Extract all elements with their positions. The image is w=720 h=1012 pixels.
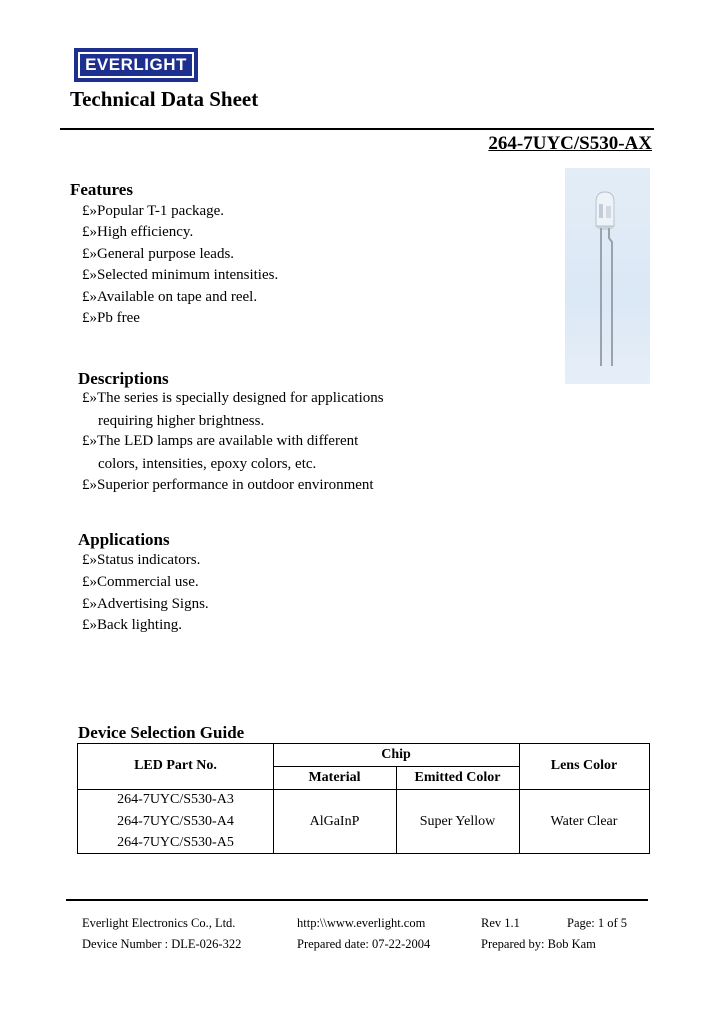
description-line: £»The series is specially designed for applications xyxy=(82,390,384,406)
table-row-part: 264-7UYC/S530-A4 xyxy=(117,814,234,829)
footer-revision: Rev 1.1 xyxy=(481,916,520,930)
part-number: 264-7UYC/S530-AX xyxy=(488,133,652,154)
everlight-logo xyxy=(74,48,198,82)
header-material: Material xyxy=(308,770,361,785)
footer-url[interactable]: http:\\www.everlight.com xyxy=(297,916,426,930)
feature-item: £»Available on tape and reel. xyxy=(82,289,258,305)
footer-divider xyxy=(66,899,648,901)
led-lamp-icon xyxy=(565,168,650,384)
description-line: requiring higher brightness. xyxy=(98,413,265,429)
applications-heading: Applications xyxy=(78,530,170,549)
selection-guide-heading: Device Selection Guide xyxy=(78,723,245,742)
footer-prepared-by: Prepared by: Bob Kam xyxy=(481,937,596,951)
feature-item: £»Selected minimum intensities. xyxy=(82,267,279,283)
table-row-part: 264-7UYC/S530-A5 xyxy=(117,835,234,850)
logo-text: EVERLIGHT xyxy=(78,52,194,78)
emitted-color-value: Super Yellow xyxy=(419,814,496,829)
description-line: £»The LED lamps are available with different xyxy=(82,433,359,449)
application-item: £»Commercial use. xyxy=(82,574,199,590)
feature-item: £»Pb free xyxy=(82,310,140,326)
application-item: £»Back lighting. xyxy=(82,617,182,633)
table-row-part: 264-7UYC/S530-A3 xyxy=(117,792,234,807)
footer-page: Page: 1 of 5 xyxy=(567,916,628,930)
header-divider xyxy=(60,128,654,130)
features-heading: Features xyxy=(70,180,133,199)
device-selection-table xyxy=(77,743,650,854)
application-item: £»Advertising Signs. xyxy=(82,596,209,612)
led-product-photo xyxy=(565,168,650,384)
footer-company: Everlight Electronics Co., Ltd. xyxy=(82,916,236,930)
document-title: Technical Data Sheet xyxy=(70,87,259,111)
header-lens-color: Lens Color xyxy=(550,758,618,773)
header-chip: Chip xyxy=(381,747,411,762)
material-value: AlGaInP xyxy=(309,814,360,829)
feature-item: £»Popular T-1 package. xyxy=(82,203,225,219)
footer-device-number: Device Number : DLE-026-322 xyxy=(82,937,242,951)
descriptions-heading: Descriptions xyxy=(78,369,169,388)
feature-item: £»High efficiency. xyxy=(82,224,194,240)
header-emitted-color: Emitted Color xyxy=(414,770,501,785)
footer-prepared-date: Prepared date: 07-22-2004 xyxy=(297,937,431,951)
header-led-part-no: LED Part No. xyxy=(134,758,217,773)
description-line: colors, intensities, epoxy colors, etc. xyxy=(98,456,317,472)
lens-color-value: Water Clear xyxy=(550,814,618,829)
feature-item: £»General purpose leads. xyxy=(82,246,235,262)
description-line: £»Superior performance in outdoor environment xyxy=(82,477,374,493)
application-item: £»Status indicators. xyxy=(82,552,201,568)
